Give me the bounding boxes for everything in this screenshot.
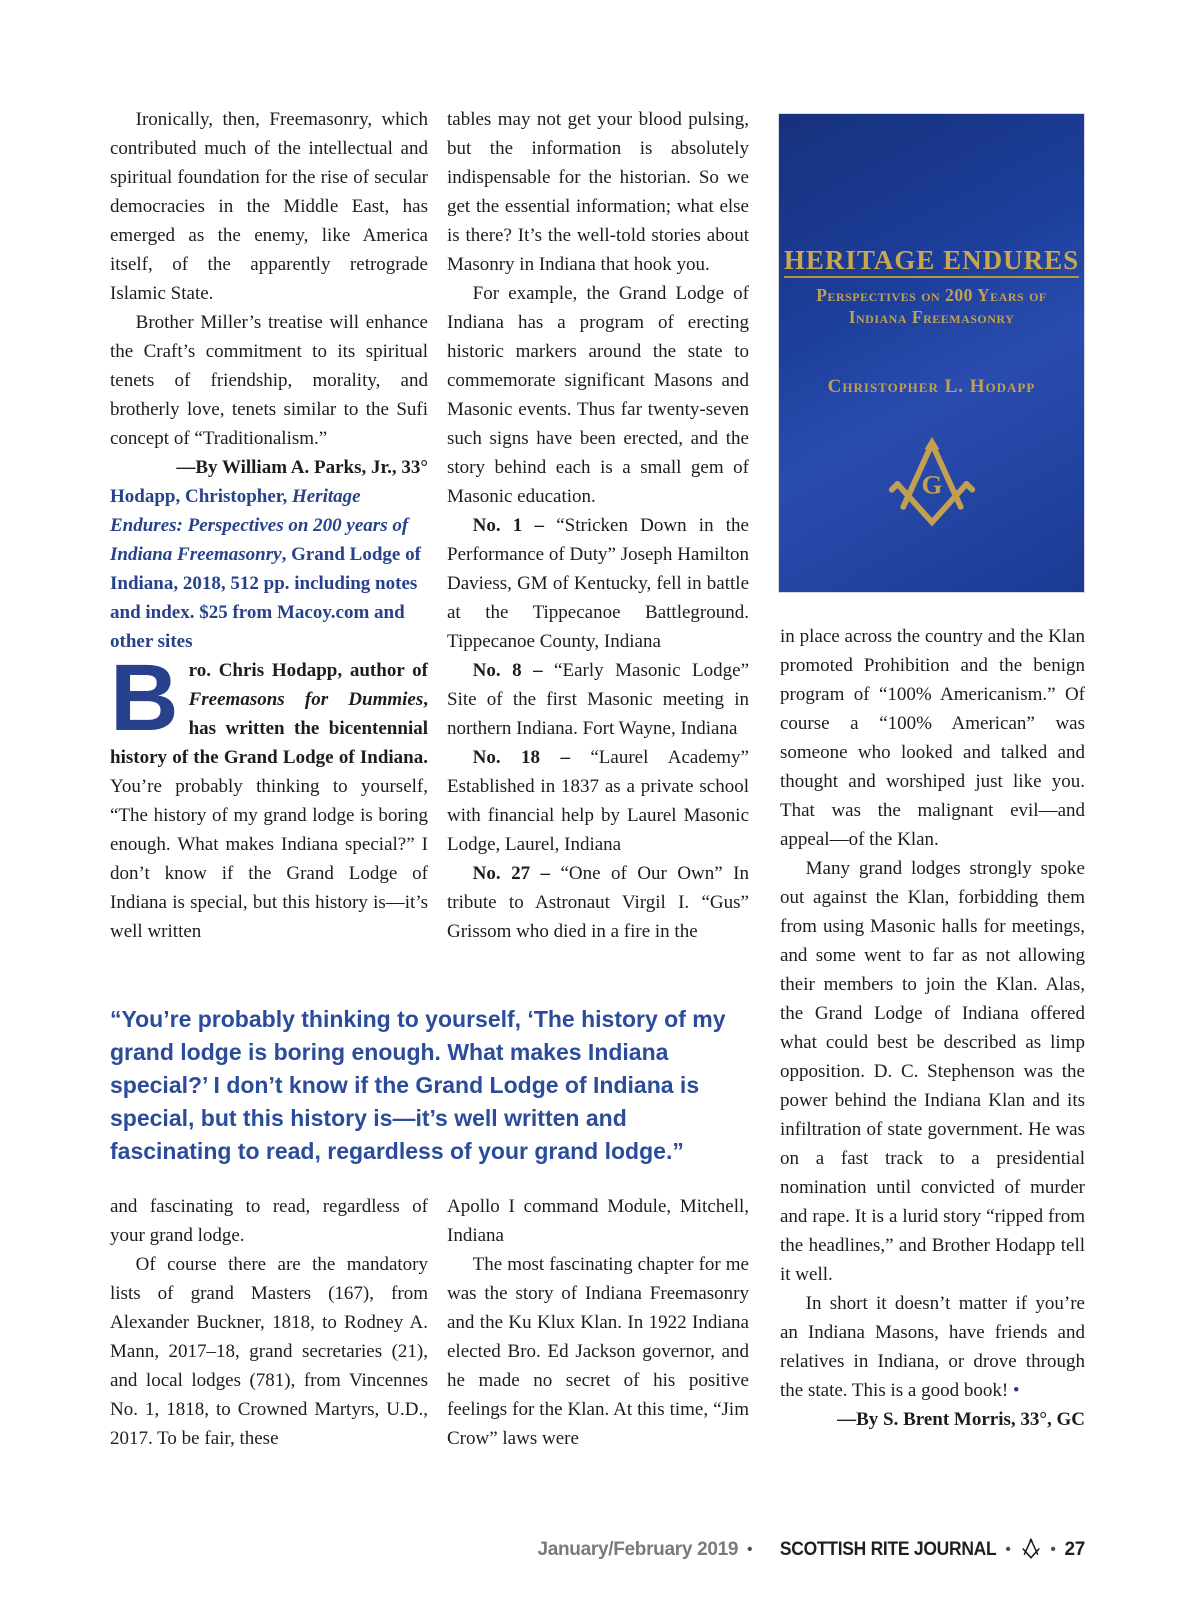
paragraph: in place across the country and the Klan promoted Prohibition and the benign program of “100% Americanism.” Of course a “100% American” was someone who looked and talked and thought and worshiped just like you. That was the malignant evil—and appeal—of the Klan. [780, 626, 1085, 850]
footer-page-number: 27 [1064, 1538, 1085, 1560]
footer-journal-name: SCOTTISH RITE JOURNAL [779, 1538, 997, 1560]
footer-separator: • [1005, 1541, 1011, 1558]
column-2 [447, 105, 749, 946]
paragraph: Apollo I command Module, Mitchell, Indiana [447, 1196, 749, 1246]
paragraph: In short it doesn’t matter if you’re an Indiana Masons, have friends and relatives in Indiana, or drove through the state. This is a good book! • [780, 1293, 1085, 1401]
marker-entry [447, 656, 749, 743]
citation-author: Hodapp, Christopher, [110, 486, 292, 507]
marker-number: No. 27 – [472, 863, 551, 884]
book-citation [110, 482, 428, 656]
footer-issue-date: January/February 2019 [537, 1538, 739, 1560]
book-title-inline: Freemasons for Dummies [188, 689, 424, 710]
paragraph: Many grand lodges strongly spoke out against the Klan, forbidding them from using Masonic halls for meetings, and some went to far as not allowing their members to join the Klan. Alas, the Grand Lodge of Indiana offered what could best be described as limp opposition. D. C. Stephenson was the power behind the Indiana Klan and its infiltration of state government. He was on a fast track to a presidential nomination until convicted of murder and rape. It is a lurid story “ripped from the headlines,” and Brother Hodapp tell it well. [780, 858, 1085, 1285]
marker-number: No. 18 – [472, 747, 570, 768]
end-of-article-dot: • [1012, 1380, 1020, 1401]
paragraph: Ironically, then, Freemasonry, which contributed much of the intellectual and spiritual foundation for the rise of secular democracies in the Middle East, has emerged as the enemy, like America itself, of the apparently retrograde Islamic State. [110, 109, 428, 304]
cover-subtitle: Perspectives on 200 Years of Indiana Freemasonry [816, 285, 1047, 328]
byline-morris: —By S. Brent Morris, 33°, GC [837, 1409, 1085, 1430]
marker-entry [447, 511, 749, 656]
lead-in-text: ro. Chris Hodapp, author of [188, 660, 428, 681]
citation-publisher: , Grand Lodge of Indiana, 2018, 512 pp. including notes and index. $25 from Macoy.com and other sites [110, 544, 421, 652]
citation-title: Heritage Endures: Perspectives on 200 years of Indiana Freemasonry [110, 486, 409, 565]
marker-text: “One of Our Own” In tribute to Astronaut Virgil I. “Gus” Grissom who died in a fire in the [447, 863, 749, 942]
paragraph: and fascinating to read, regardless of your grand lodge. [110, 1196, 428, 1246]
cover-title: HERITAGE ENDURES [784, 246, 1079, 278]
cover-author: Christopher L. Hodapp [827, 376, 1036, 398]
paragraph: Brother Miller’s treatise will enhance the Craft’s commitment to its spiritual tenets of friendship, morality, and brotherly love, tenets similar to the Sufi concept of “Traditionalism.” [110, 312, 428, 449]
column-3 [780, 622, 1085, 1434]
lead-in-text: , has written the bicentennial history of the Grand Lodge of Indiana. [110, 689, 428, 768]
column-1-bottom [110, 1192, 428, 1453]
drop-cap: B [110, 645, 179, 751]
column-2-bottom [447, 1192, 749, 1453]
footer-separator: • [1050, 1541, 1056, 1558]
square-compasses-emblem [778, 436, 1085, 533]
page-footer [0, 1538, 1085, 1561]
paragraph: For example, the Grand Lodge of Indiana has a program of erecting historic markers around the state to commemorate significant Masons and Masonic events. Thus far twenty-seven such signs have been erected, and the story behind each is a small gem of Masonic education. [447, 283, 749, 507]
marker-entry [447, 859, 749, 946]
column-1 [110, 105, 428, 946]
square-compasses-icon [1020, 1538, 1042, 1561]
book-cover-image [778, 113, 1085, 593]
marker-text: “Stricken Down in the Performance of Duty” Joseph Hamilton Daviess, GM of Kentucky, fell in battle at the Tippecanoe Battleground. Tippecanoe County, Indiana [447, 515, 749, 652]
emblem-letter-g: G [921, 469, 942, 500]
byline-parks: —By William A. Parks, Jr., 33° [176, 457, 428, 478]
paragraph: tables may not get your blood pulsing, but the information is absolutely indispensable for the historian. So we get the essential information; what else is there? It’s the well-told stories about Masonry in Indiana that hook you. [447, 109, 749, 275]
paragraph-text: You’re probably thinking to yourself, “The history of my grand lodge is boring enough. What makes Indiana special?” I don’t know if the Grand Lodge of Indiana is special, but this history is—it’s well written [110, 776, 428, 942]
review-opening-paragraph [110, 645, 428, 946]
footer-separator: • [747, 1541, 753, 1558]
pull-quote: “You’re probably thinking to yourself, ‘The history of my grand lodge is boring enough. What makes Indiana special?’ I don’t know if the Grand Lodge of Indiana is special, but this history is—it’s well written and fascinating to read, regardless of your grand lodge.” [110, 1006, 726, 1164]
paragraph: The most fascinating chapter for me was the story of Indiana Freemasonry and the Ku Klux Klan. In 1922 Indiana elected Bro. Ed Jackson governor, and he made no secret of his positive feelings for the Klan. At this time, “Jim Crow” laws were [447, 1254, 749, 1449]
marker-number: No. 1 – [472, 515, 545, 536]
paragraph: Of course there are the mandatory lists of grand Masters (167), from Alexander Buckner, 1818, to Rodney A. Mann, 2017–18, grand secretaries (21), and local lodges (781), from Vincennes No. 1, 1818, to Crowned Martyrs, U.D., 2017. To be fair, these [110, 1254, 428, 1449]
marker-number: No. 8 – [472, 660, 543, 681]
marker-text: “Laurel Academy” Established in 1837 as a private school with financial help by Laurel Masonic Lodge, Laurel, Indiana [447, 747, 749, 855]
marker-text: “Early Masonic Lodge” Site of the first Masonic meeting in northern Indiana. Fort Wayne, Indiana [447, 660, 749, 739]
marker-entry [447, 743, 749, 859]
